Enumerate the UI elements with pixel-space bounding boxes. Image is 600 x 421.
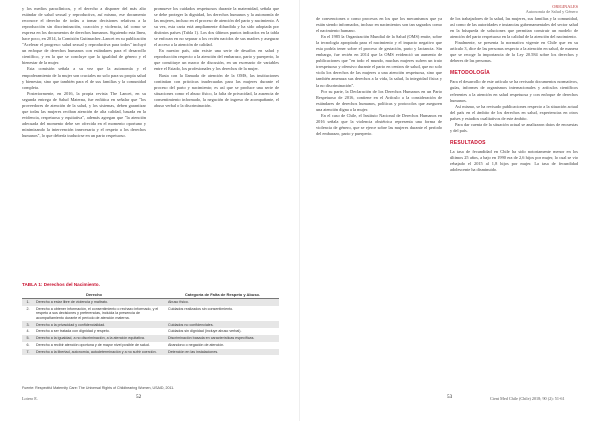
row-derecho: Derecho a la privacidad y confidencialidad. <box>34 321 166 328</box>
paragraph: Por su parte, la Declaración de los Derechos Humanos en un Parto Respetuoso de 2016, contiene en el Artículo a la consideración de estándares de derechos humanos, políticas y protocolos que aseguren una atención digna a la mujer. <box>316 88 442 112</box>
row-number: 1. <box>22 299 34 306</box>
row-categoria: Cuidados no confidenciales. <box>166 321 279 328</box>
running-head-subtitle: Autonomía de Salud y Género <box>525 9 578 14</box>
left-column-2 <box>154 6 279 274</box>
right-page <box>300 0 600 421</box>
table-source: Fuente: Respectful Maternity Care: The Universal Rights of Childbearing Women, USAID, 2011. <box>22 386 175 390</box>
table-row <box>22 335 279 342</box>
table-header-derecho: Derecho <box>22 290 166 299</box>
row-derecho: Derecho a recibir atención oportuna y de mayor nivel posible de salud. <box>36 342 150 347</box>
row-categoria: Abuso físico. <box>166 299 279 306</box>
row-derecho: Derecho a obtener información, el consentimiento o rechazo informado, y el respeto a sus decisiones y preferencias, incluida la presencia de acompañamiento durante el período de atención materna. <box>36 306 159 320</box>
footer-journal: Cient Med Chile (Chile) 2018; 90 (2): 51-61 <box>490 396 565 401</box>
table-row <box>22 342 279 349</box>
paragraph: promueve los cuidados respetuosos durante la maternidad, señala que se debe proteger la dignidad, los derechos humanos y la autonomía de las mujeres, incluso en el proceso de atención del parto y nacimiento. A su vez, esta carta está ampliamente difundida y ha sido adoptada por distintos países (Tabla 1). Los dos últimos puntos indicados en la tabla se enfocan en no separar a los recién nacidos de sus madres y asegurar el acceso a la atención de calidad. <box>154 6 279 48</box>
paragraph: Esta comisión señala a su vez que la autonomía y el empoderamiento de la mujer son cruciales no solo para su propia salud y bienestar, sino que también para el de sus familias y la comunidad completa. <box>22 66 146 90</box>
table-header-categoria: Categoría de Falta de Respeto y Abuso. <box>166 290 279 299</box>
row-number: 5. <box>22 335 34 342</box>
row-derecho: Derecho a la libertad, autonomía, autodeterminación y a no sufrir coerción. <box>34 349 166 356</box>
paragraph: de los trabajadores de la salud, las mujeres, sus familias y la comunidad, así como de las autoridades e instancias gubernamentales del sector salud en la búsqueda de soluciones que permitan construir un modelo de atención del parto respetuoso en la calidad de la atención del nacimiento. <box>450 16 578 40</box>
row-derecho: Derecho a ser tratada con dignidad y respeto. <box>36 329 110 334</box>
row-number: 7. <box>22 349 34 356</box>
running-head <box>526 4 578 14</box>
row-number: 3. <box>22 321 34 328</box>
paragraph: Para el desarrollo de este artículo se ha revisado documentos normativos, guías, informes de organismos internacionales y artículos científicos referentes a la atención en salud respetuosa y con enfoque de derechos humanos. <box>450 79 578 103</box>
row-categoria: Discriminación basada en características específicas. <box>166 335 279 342</box>
page-number-left: 52 <box>136 394 142 400</box>
section-heading-resultados: RESULTADOS <box>450 139 486 146</box>
paragraph: de convenciones o como procesos en los que los mecanismos que ya están siendo informados, incluso en nacimientos son tan sagrados como el nacimiento humano. <box>316 16 442 34</box>
table-row <box>22 349 279 356</box>
rights-table <box>22 290 279 355</box>
row-categoria: Cuidados sin dignidad (incluye abuso verbal). <box>168 329 242 334</box>
right-column-1 <box>316 16 442 388</box>
paragraph: y los medios paraclínicos, y el derecho a disponer del más alto estándar de salud sexual y reproductiva, así mismo, ese documento reconoce el derecho de todas a tomar decisiones relativas a la reproducción sin discriminación, coacción y violencia, tal como se expresa en los documentos de derechos humanos. Siguiendo esta línea, hace poco, en 2014, la Comisión Guttmacher–Lancet en su publicación "Acelerar el progreso: salud sexual y reproductiva para todos" incluyó un enfoque de derechos humanos con estándares para el desarrollo científico, y en la que se concluye que la igualdad de género y el bienestar de la mujer. <box>22 6 146 66</box>
running-head-title: ORIGINALES <box>552 4 578 9</box>
page-number-right: 53 <box>447 394 453 400</box>
paragraph: En el caso de Chile, el Instituto Nacional de Derechos Humanos en 2016 señala que la violencia obstétrica representa una forma de violencia de género, que se ejerce sobre las mujeres durante el período del embarazo, parto y puerperio. <box>316 112 442 136</box>
row-number: 6. <box>26 342 30 347</box>
table-row <box>22 321 279 328</box>
row-categoria: Abandono o negación de atención. <box>168 342 225 347</box>
table-row <box>22 299 279 306</box>
paragraph: Basta con la llamada de atención de la OMS, las instituciones continúan con prácticas inadecuadas para las mujeres durante el proceso del parto y nacimiento; es así que se produce una serie de situaciones como el abuso físico, la falta de privacidad, la ausencia de consentimiento informado, la negación de ingreso de acompañante, el abuso verbal o la discriminación. <box>154 72 279 108</box>
right-column-2 <box>450 16 578 388</box>
row-number: 4. <box>26 329 30 334</box>
paragraph: En el 1985 la Organización Mundial de la Salud (OMS) emite, sobre la tecnología apropiada para el nacimiento y el impacto negativo que esta podría tener sobre el proceso de gestación, parto y lactancia. Sin embargo, fue recién en 2014 que la OMS evidenció un aumento de publicaciones que "en todo el mundo, muchas mujeres sufren un trato irrespetuoso y ofensivo durante el parto en centros de salud, que no solo viola los derechos de las mujeres a una atención respetuosa, sino que también amenaza sus derechos a la vida, la salud, la integridad física y la no discriminación". <box>316 34 442 88</box>
row-derecho: Derecho a estar libre de violencia y maltrato. <box>34 299 166 306</box>
table-row <box>22 328 279 335</box>
row-categoria: Cuidados realizados sin consentimiento. <box>168 306 234 311</box>
row-categoria: Detención en las instalaciones. <box>166 349 279 356</box>
table-header-row <box>22 290 279 299</box>
footer-author: Lotero E. <box>22 396 38 401</box>
paragraph: Posteriormente, en 2016, la propia revista The Lancet, en su segunda entrega de Salud Materna, fue enfática en señalar que "los proveedores de atención de la salud, y los sistemas, deben garantizar que todas las mujeres reciban atención de alta calidad, basada en la evidencia, respetuosa y equitativa", además agregan que "la atención adecuada del momento debe ser ofrecida en el momento oportuno y minimizando la intervención innecesaria y el respeto a los derechos humanos", lo que debería traducirse en un parto respetuoso. <box>22 90 146 138</box>
paragraph: En nuestro país, aún existe una serie de desafíos en salud y reproducción respecto a la atención del embarazo, parto y puerperio, lo que constituye un marco de discusión, en un escenario de variables entre el Estado, los profesionales y los derechos de la mujer. <box>154 48 279 72</box>
table-row <box>22 306 279 322</box>
section-heading-metodologia: METODOLOGÍA <box>450 70 490 77</box>
paragraph: Para dar cuenta de la situación actual se analizaron datos de encuestas y del país. <box>450 121 578 133</box>
row-number: 2. <box>26 306 30 311</box>
left-column-1 <box>22 6 146 274</box>
table-title: TABLA 1: Derechos del Nacimiento. <box>22 282 100 287</box>
paragraph: Finalmente, se presenta la normativa vigente en Chile que en su artículo 3, dice de las personas respecto a la atención en salud, de manera que se recoge la importancia de la Ley 20.584 sobre los derechos y deberes de las personas. <box>450 40 578 64</box>
paragraph: La tasa de fecundidad en Chile ha sido notoriamente menor en los últimos 25 años, a bajo en 1990 era de 2,6 hijos por mujer, lo cual se vio rebajado el 2015 al 1,8 hijos por mujer. La tasa de fecundidad adolescente ha disminuido. <box>450 148 578 173</box>
paragraph: Así mismo, se ha revisado publicaciones respecto a la situación actual del país en el ámbito de los derechos en salud, experiencias en otros países y estudios cualitativos de este ámbito. <box>450 103 578 121</box>
row-derecho: Derecho a la igualdad, a no discriminación, a la atención equitativa. <box>34 335 166 342</box>
